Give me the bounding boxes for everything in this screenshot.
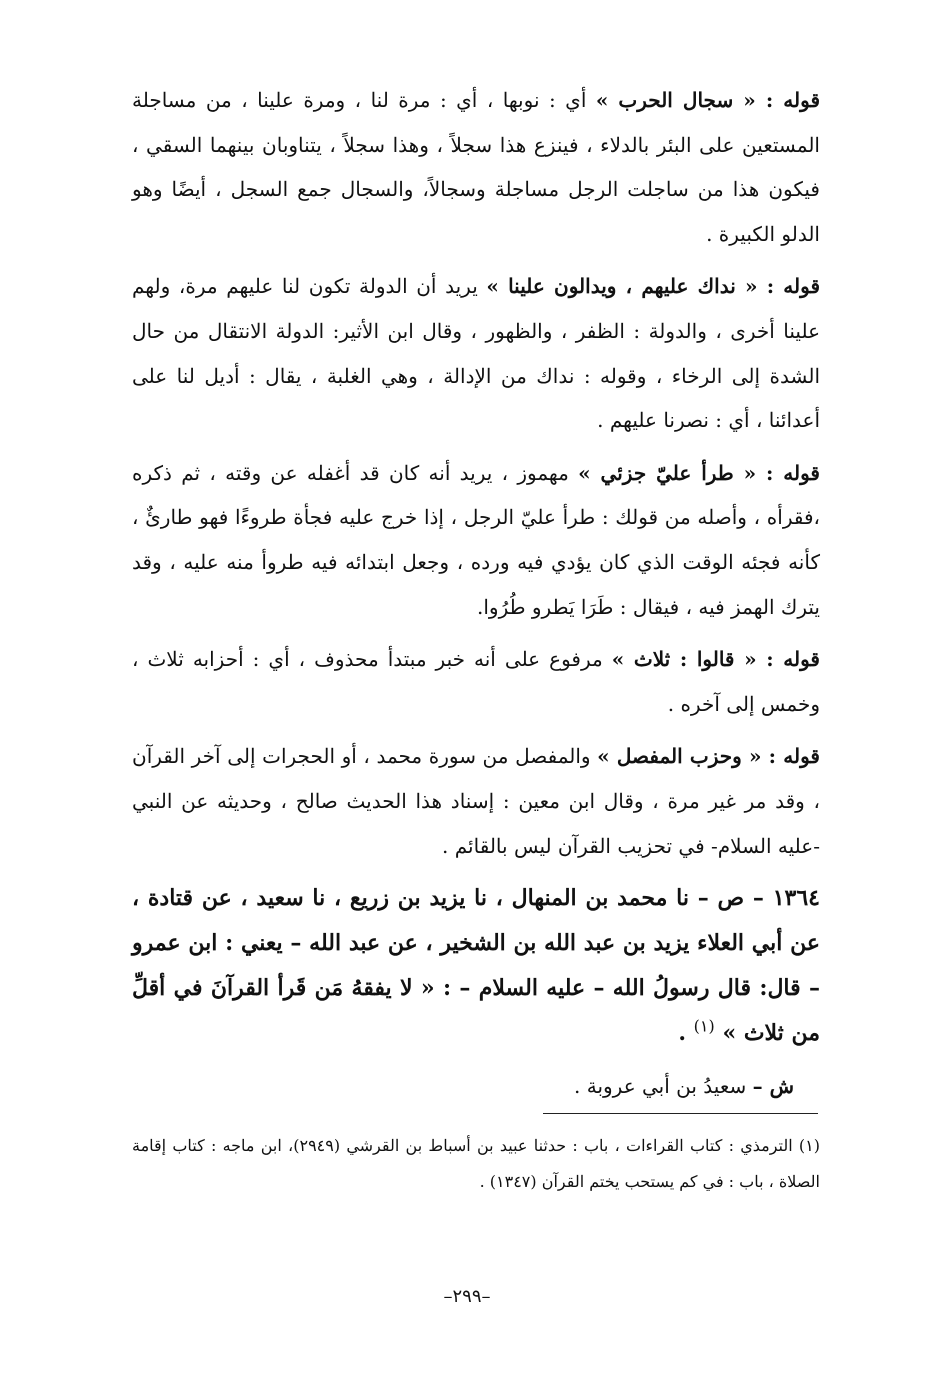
paragraph-4 — [132, 637, 820, 726]
paragraph-body: أي : نوبها ، أي : مرة لنا ، ومرة علينا ، من مساجلة المستعين على البئر بالدلاء ، فينزع هذا سجلاً ، وهذا سجلاً ، يتناوبان بينهما السقي ، فيكون هذا من ساجلت الرجل مساجلة وسجالاً، والسجال جمع السجل ، أيضًا وهو الدلو الكبيرة . — [132, 88, 820, 246]
commentary-text — [132, 78, 820, 1109]
paragraph-body: مرفوع على أنه خبر مبتدأ محذوف ، أي : أحزابه ثلاث ، وخمس إلى آخره . — [132, 647, 820, 716]
footnote-reference: (١) — [693, 1016, 715, 1036]
paragraph-1 — [132, 78, 820, 256]
footnote-divider — [543, 1113, 818, 1114]
paragraph-body: مهموز ، يريد أنه كان قد أغفله عن وقته ، ثم ذكره ،فقرأه ، وأصله من قولك : طرأ عليّ الرجل ، إذا خرج عليه فجأة طروءًا فهو طارئٌ ، كأنه فجئه الوقت الذي كان يؤدي فيه ورده ، وجعل ابتدائه فيه طروأ منه عليه ، وقد يترك الهمز فيه ، فيقال : طَرَا يَطرو طُرُوا. — [132, 460, 820, 619]
paragraph-body: يريد أن الدولة تكون لنا عليهم مرة، ولهم علينا أخرى ، والدولة : الظفر ، والظهور ، وقال ابن الأثير: الدولة الانتقال من حال الشدة إلى الرخاء ، وقوله : نداك من الإدالة ، وهي الغلبة ، يقال : أديل لنا على أعدائنا ، أي : نصرنا عليهم . — [132, 274, 820, 433]
page-number: –٢٩٩– — [443, 1286, 491, 1307]
sharh-label: ش – — [752, 1074, 794, 1099]
footnote: (١) الترمذي : كتاب القراءات ، باب : حدثنا عبيد بن أسباط بن القرشي (٢٩٤٩)، ابن ماجه : كتاب إقامة الصلاة ، باب : في كم يستحب يختم القرآن (١٣٤٧) . — [132, 1136, 821, 1191]
paragraph-3 — [132, 451, 820, 629]
sharh-line — [132, 1064, 820, 1109]
paragraph-5 — [132, 734, 820, 868]
quoted-term: قوله : « سجال الحرب » — [595, 88, 821, 112]
quoted-term: قوله : « طرأ عليّ جزئي » — [578, 460, 820, 485]
paragraph-body: والمفصل من سورة محمد ، أو الحجرات إلى آخر القرآن ، وقد مر غير مرة ، وقال ابن معين : إسناد هذا الحديث صالح ، وحديثه عن النبي -عليه السلام- في تحزيب القرآن ليس بالقائم . — [132, 744, 820, 858]
quoted-term: قوله : « نداك عليهم ، ويدالون علينا » — [486, 274, 820, 299]
hadith-body: ١٣٦٤ – ص – نا محمد بن المنهال ، نا يزيد بن زريع ، نا سعيد ، عن قتادة ، عن أبي العلاء يزيد بن عبد الله بن الشخير ، عن عبد الله – يعني : ابن عمرو – قال: قال رسولُ الله – عليه السلام – : « لا يفقهُ مَن قَرأ القرآنَ في أقلِّ من ثلاث » — [132, 885, 820, 1047]
hadith-text — [132, 876, 820, 1056]
quoted-term: قوله : « وحزب المفصل » — [597, 744, 820, 769]
paragraph-2 — [132, 264, 820, 442]
sharh-text: سعيدُ بن أبي عروبة . — [574, 1074, 753, 1099]
quoted-term: قوله : « قالوا : ثلاث » — [611, 647, 820, 672]
hadith-end: . — [678, 1020, 694, 1047]
